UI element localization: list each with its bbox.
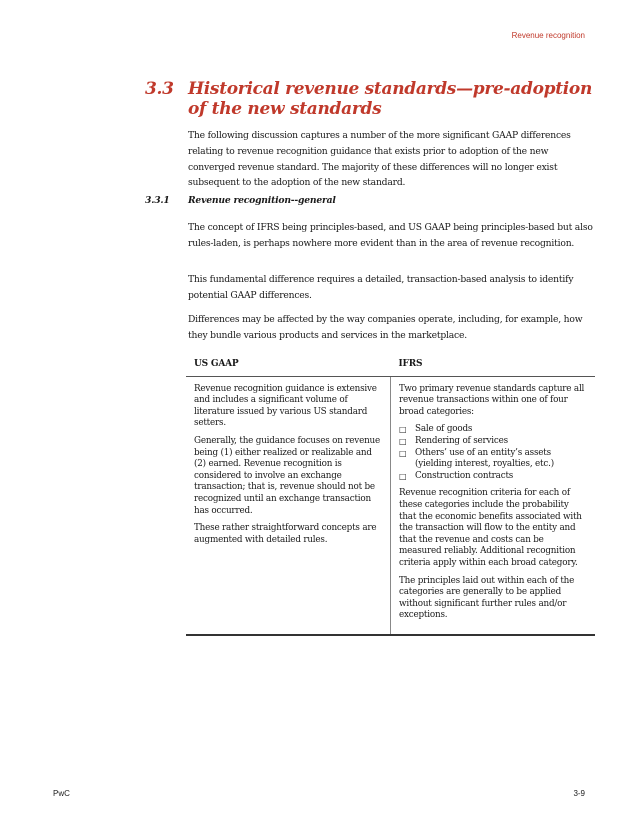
- column-header-us-gaap: US GAAP: [186, 355, 391, 376]
- ifrs-cell: [391, 376, 596, 635]
- running-header: Revenue recognition: [511, 31, 585, 40]
- list-item-text: Others’ use of an entity’s assets (yielding interest, royalties, etc.): [415, 447, 554, 470]
- checkbox-square-icon: □: [399, 471, 407, 481]
- footer-publisher: PwC: [53, 789, 70, 798]
- list-item: [399, 448, 587, 471]
- section-title: Historical revenue standards—pre-adoption of the new standards: [188, 79, 593, 119]
- subsection-title: Revenue recognition--general: [188, 195, 336, 206]
- checkbox-square-icon: □: [399, 436, 407, 446]
- footer-page-number: 3-9: [573, 789, 585, 798]
- us-gaap-paragraph: These rather straightforward concepts are augmented with detailed rules.: [194, 523, 377, 545]
- list-item: [399, 424, 587, 436]
- body-paragraph: This fundamental difference requires a detailed, transaction-based analysis to identify potential GAAP differences.: [188, 274, 574, 301]
- ifrs-category-list: [399, 424, 587, 482]
- list-item-text: Sale of goods: [415, 424, 473, 435]
- section-number: 3.3: [145, 79, 174, 99]
- table-header-row: [186, 355, 595, 376]
- ifrs-paragraph: The principles laid out within each of the categories are generally to be applied without significant further rules and/or exceptions.: [399, 575, 575, 621]
- table-row: [186, 376, 595, 635]
- ifrs-intro: Two primary revenue standards capture all revenue transactions within one of four broad categories:: [399, 383, 585, 417]
- us-gaap-paragraph: Generally, the guidance focuses on revenue being (1) either realized or realizable and (2) earned. Revenue recognition is considered to involve an exchange transaction; that is, revenue should not be recognized until an exchange transaction has occurred.: [194, 435, 381, 516]
- checkbox-square-icon: □: [399, 425, 407, 435]
- subsection-number: 3.3.1: [145, 195, 170, 206]
- column-header-ifrs: IFRS: [391, 355, 596, 376]
- section-intro-paragraph: The following discussion captures a number of the more significant GAAP differences relating to revenue recognition guidance that exists prior to adoption of the new converged revenue standard. The majority of these differences will no longer exist subsequent to the adoption of the new standard.: [188, 130, 571, 189]
- body-paragraph: The concept of IFRS being principles-based, and US GAAP being principles-based but also rules-laden, is perhaps nowhere more evident than in the area of revenue recognition.: [188, 222, 593, 249]
- list-item-text: Construction contracts: [415, 470, 514, 481]
- checkbox-square-icon: □: [399, 448, 407, 458]
- comparison-table: [186, 355, 595, 636]
- us-gaap-paragraph: Revenue recognition guidance is extensive and includes a significant volume of literature issued by various US standard setters.: [194, 383, 377, 429]
- body-paragraph: Differences may be affected by the way companies operate, including, for example, how they bundle various products and services in the marketplace.: [188, 314, 583, 341]
- us-gaap-cell: [186, 376, 391, 635]
- list-item-text: Rendering of services: [415, 435, 508, 446]
- ifrs-paragraph: Revenue recognition criteria for each of these categories include the probability that the economic benefits associated with the transaction will flow to the entity and that the revenue and costs can be measured reliably. Additional recognition criteria apply within each broad category.: [399, 488, 582, 568]
- list-item: [399, 471, 587, 483]
- list-item: [399, 436, 587, 448]
